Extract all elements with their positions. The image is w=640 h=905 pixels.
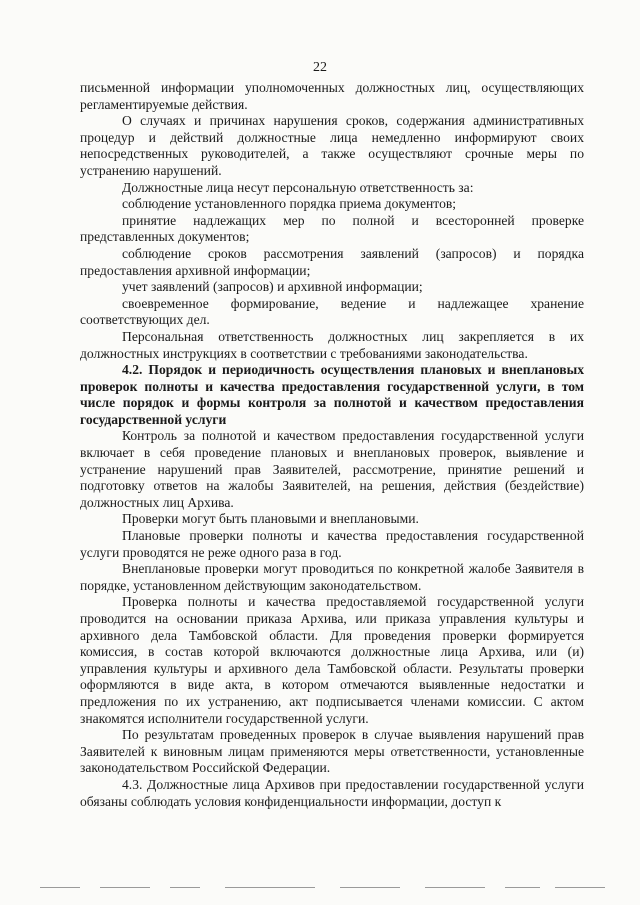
- paragraph: По результатам проведенных проверок в случае выявления нарушений прав Заявителей к виновным лицам применяются меры ответственности, установленные законодательством Российской Федерации.: [80, 727, 584, 776]
- paragraph: О случаях и причинах нарушения сроков, содержания административных процедур и действий должностные лица немедленно информируют своих непосредственных руководителей, а также осуществляют срочные меры по устранению нарушений.: [80, 113, 584, 178]
- paragraph: Проверки могут быть плановыми и внеплановыми.: [122, 511, 419, 527]
- scan-artifact-lines: [0, 887, 640, 891]
- section-heading: 4.2. Порядок и периодичность осуществления плановых и внеплановых проверок полноты и качества предоставления государственной услуги, в том числе порядок и формы контроля за полнотой и качеством предоставления государственной услуги: [80, 362, 584, 427]
- list-item: учет заявлений (запросов) и архивной информации;: [122, 279, 423, 295]
- paragraph: Плановые проверки полноты и качества предоставления государственной услуги проводятся не реже одного раза в год.: [80, 528, 584, 560]
- paragraph: Персональная ответственность должностных лиц закрепляется в их должностных инструкциях в соответствии с требованиями законодательства.: [80, 328, 584, 361]
- paragraph: Должностные лица несут персональную ответственность за:: [122, 179, 474, 195]
- document-body: [80, 80, 584, 810]
- list-item: своевременное формирование, ведение и надлежащее хранение соответствующих дел.: [80, 295, 584, 328]
- page-number: 22: [313, 60, 327, 75]
- list-item: принятие надлежащих мер по полной и всесторонней проверке представленных документов;: [80, 212, 584, 245]
- paragraph: Проверка полноты и качества предоставляемой государственной услуги проводится на основании приказа Архива, или приказа управления культуры и архивного дела Тамбовской области. Для проведения проверки формируется комиссия, в состав которой включаются должностные лица Архива, или (и) управления культуры и архивного дела Тамбовской области. Результаты проверки оформляются в виде акта, в котором отмечаются выявленные недостатки и предложения по их устранению, акт подписывается членами комиссии. С актом знакомятся исполнители государственной услуги.: [80, 594, 584, 726]
- paragraph: Контроль за полнотой и качеством предоставления государственной услуги включает в себя проведение плановых и внеплановых проверок, выявление и устранение нарушений прав Заявителей, рассмотрение, принятие решений и подготовку ответов на жалобы Заявителей, на решения, действия (бездействие) должностных лиц Архива.: [80, 428, 584, 510]
- paragraph: Внеплановые проверки могут проводиться по конкретной жалобе Заявителя в порядке, установленном действующим законодательством.: [80, 561, 584, 593]
- list-item: соблюдение установленного порядка приема документов;: [122, 196, 457, 212]
- paragraph: письменной информации уполномоченных должностных лиц, осуществляющих регламентируемые действия.: [80, 80, 584, 112]
- list-item: соблюдение сроков рассмотрения заявлений (запросов) и порядка предоставления архивной информации;: [80, 245, 584, 278]
- paragraph: 4.3. Должностные лица Архивов при предоставлении государственной услуги обязаны соблюдать условия конфиденциальности информации, доступ к: [80, 776, 584, 809]
